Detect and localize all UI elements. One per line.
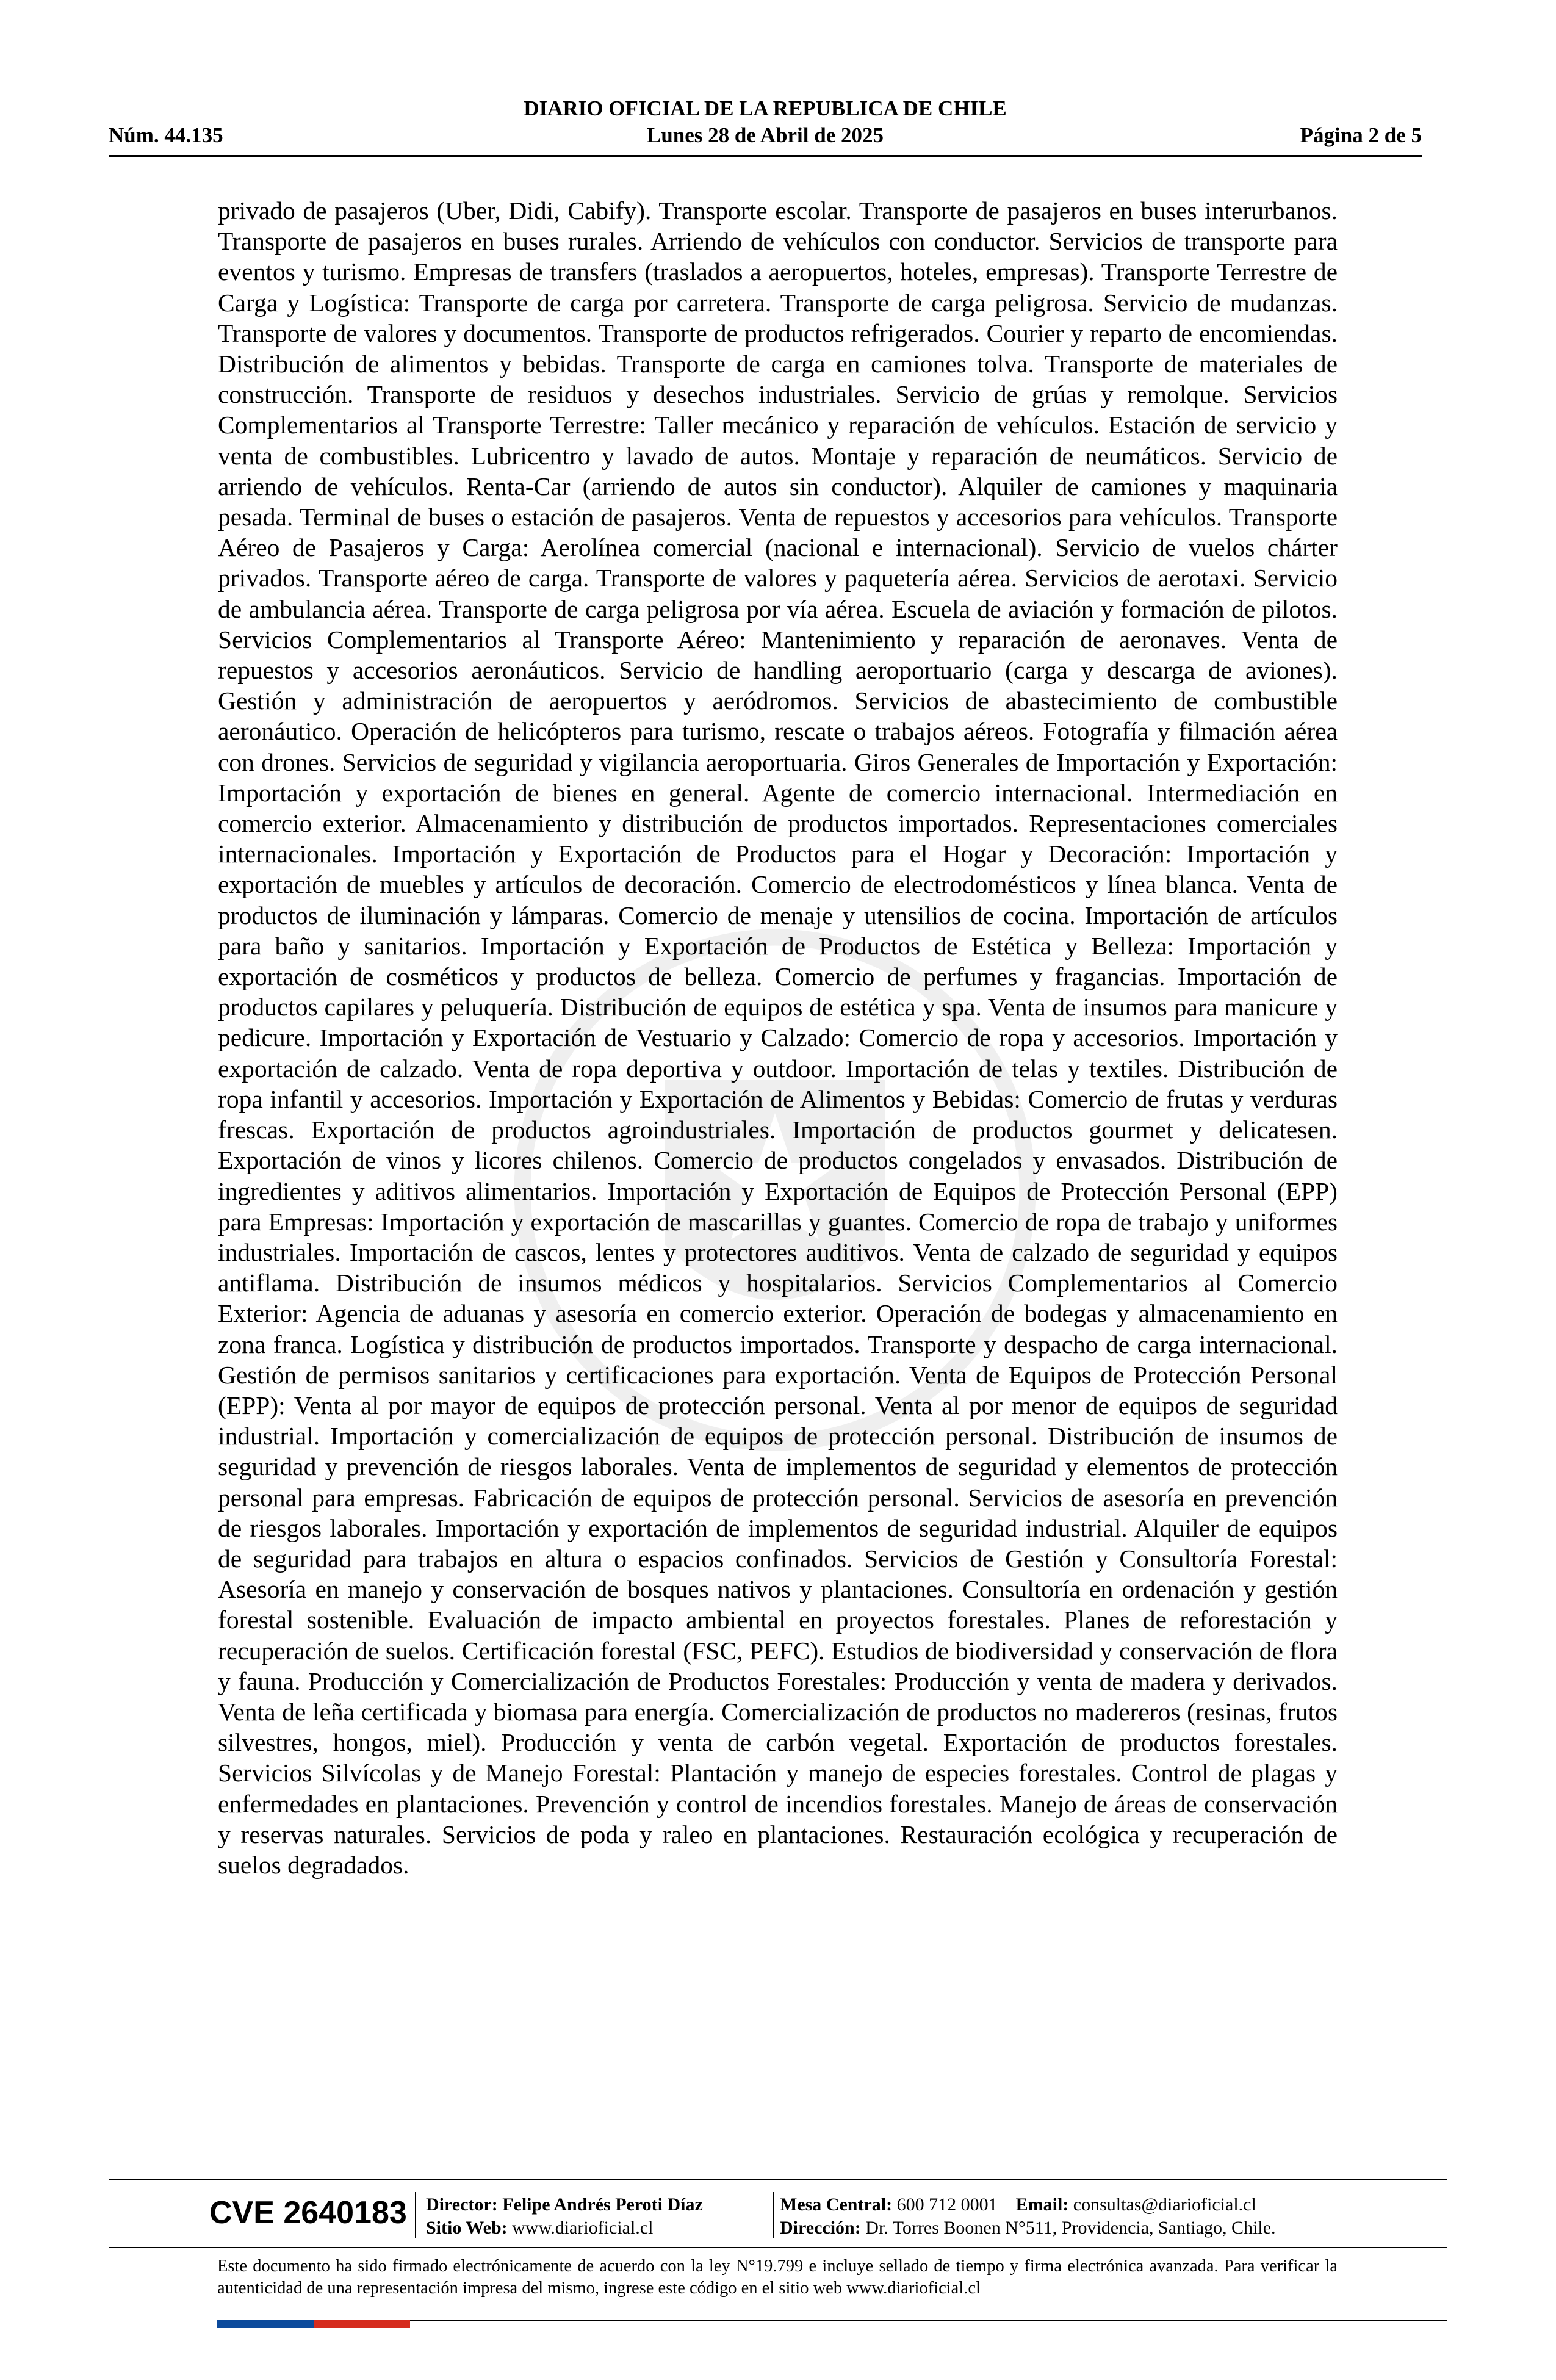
legal-notice: Este documento ha sido firmado electrónicamente de acuerdo con la ley N°19.799 e incluye sellado de tiempo y firma electrónica avanzada. Para verificar la autenticidad de una representación impresa del mismo, ingrese este código en el sitio web www.diarioficial.cl	[217, 2257, 1338, 2298]
header-divider	[109, 155, 1422, 157]
flag-blue-segment	[217, 2320, 314, 2328]
footer-separator	[415, 2192, 416, 2238]
footer-separator	[773, 2192, 774, 2238]
mesa-phone: 600 712 0001	[896, 2194, 998, 2215]
email-label: Email:	[1015, 2194, 1069, 2215]
page-header	[109, 92, 1422, 159]
cve-code: CVE 2640183	[209, 2195, 407, 2230]
issue-date: Lunes 28 de Abril de 2025	[647, 123, 884, 147]
flag-red-segment	[314, 2320, 410, 2328]
director-name: Felipe Andrés Peroti Díaz	[502, 2194, 703, 2215]
mesa-label: Mesa Central:	[780, 2194, 893, 2215]
footer-middle-divider	[109, 2247, 1447, 2248]
address-value: Dr. Torres Boonen N°511, Providencia, Santiago, Chile.	[865, 2218, 1276, 2238]
address-label: Dirección:	[780, 2218, 861, 2238]
site-link[interactable]: www.diarioficial.cl	[512, 2218, 654, 2238]
site-label: Sitio Web:	[426, 2218, 508, 2238]
email-link[interactable]: consultas@diarioficial.cl	[1073, 2194, 1256, 2215]
footer-bottom-divider	[410, 2320, 1447, 2321]
publication-title: DIARIO OFICIAL DE LA REPUBLICA DE CHILE	[524, 96, 1007, 120]
chile-flag-stripe	[217, 2320, 410, 2328]
page-number: Página 2 de 5	[1300, 123, 1422, 147]
page-footer	[109, 2179, 1447, 2331]
director-label: Director:	[426, 2194, 498, 2215]
issue-number: Núm. 44.135	[109, 123, 223, 147]
footer-director-block	[426, 2193, 703, 2240]
footer-top-divider	[109, 2179, 1447, 2180]
footer-contact-block	[780, 2193, 1276, 2240]
document-body: privado de pasajeros (Uber, Didi, Cabify). Transporte escolar. Transporte de pasajeros en buses interurbanos. Transporte de pasajeros en buses rurales. Arriendo de vehículos con conductor. Servicios de transporte para eventos y turismo. Empresas de transfers (traslados a aeropuertos, hoteles, empresas). Transporte Terrestre de Carga y Logística: Transporte de carga por carretera. Transporte de carga peligrosa. Servicio de mudanzas. Transporte de valores y documentos. Transporte de productos refrigerados. Courier y reparto de encomiendas. Distribución de alimentos y bebidas. Transporte de carga en camiones tolva. Transporte de materiales de construcción. Transporte de residuos y desechos industriales. Servicio de grúas y remolque. Servicios Complementarios al Transporte Terrestre: Taller mecánico y reparación de vehículos. Estación de servicio y venta de combustibles. Lubricentro y lavado de autos. Montaje y reparación de neumáticos. Servicio de arriendo de vehículos. Renta-Car (arriendo de autos sin conductor). Alquiler de camiones y maquinaria pesada. Terminal de buses o estación de pasajeros. Venta de repuestos y accesorios para vehículos. Transporte Aéreo de Pasajeros y Carga: Aerolínea comercial (nacional e internacional). Servicio de vuelos chárter privados. Transporte aéreo de carga. Transporte de valores y paquetería aérea. Servicios de aerotaxi. Servicio de ambulancia aérea. Transporte de carga peligrosa por vía aérea. Escuela de aviación y formación de pilotos. Servicios Complementarios al Transporte Aéreo: Mantenimiento y reparación de aeronaves. Venta de repuestos y accesorios aeronáuticos. Servicio de handling aeroportuario (carga y descarga de aviones). Gestión y administración de aeropuertos y aeródromos. Servicios de abastecimiento de combustible aeronáutico. Operación de helicópteros para turismo, rescate o trabajos aéreos. Fotografía y filmación aérea con drones. Servicios de seguridad y vigilancia aeroportuaria. Giros Generales de Importación y Exportación: Importación y exportación de bienes en general. Agente de comercio internacional. Intermediación en comercio exterior. Almacenamiento y distribución de productos importados. Representaciones comerciales internacionales. Importación y Exportación de Productos para el Hogar y Decoración: Importación y exportación de muebles y artículos de decoración. Comercio de electrodomésticos y línea blanca. Venta de productos de iluminación y lámparas. Comercio de menaje y utensilios de cocina. Importación de artículos para baño y sanitarios. Importación y Exportación de Productos de Estética y Belleza: Importación y exportación de cosméticos y productos de belleza. Comercio de perfumes y fragancias. Importación de productos capilares y peluquería. Distribución de equipos de estética y spa. Venta de insumos para manicure y pedicure. Importación y Exportación de Vestuario y Calzado: Comercio de ropa y accesorios. Importación y exportación de calzado. Venta de ropa deportiva y outdoor. Importación de telas y textiles. Distribución de ropa infantil y accesorios. Importación y Exportación de Alimentos y Bebidas: Comercio de frutas y verduras frescas. Exportación de productos agroindustriales. Importación de productos gourmet y delicatesen. Exportación de vinos y licores chilenos. Comercio de productos congelados y envasados. Distribución de ingredientes y aditivos alimentarios. Importación y Exportación de Equipos de Protección Personal (EPP) para Empresas: Importación y exportación de mascarillas y guantes. Comercio de ropa de trabajo y uniformes industriales. Importación de cascos, lentes y protectores auditivos. Venta de calzado de seguridad y equipos antiflama. Distribución de insumos médicos y hospitalarios. Servicios Complementarios al Comercio Exterior: Agencia de aduanas y asesoría en comercio exterior. Operación de bodegas y almacenamiento en zona franca. Logística y distribución de productos importados. Transporte y despacho de carga internacional. Gestión de permisos sanitarios y certificaciones para exportación. Venta de Equipos de Protección Personal (EPP): Venta al por mayor de equipos de protección personal. Venta al por menor de equipos de seguridad industrial. Importación y comercialización de equipos de protección personal. Distribución de insumos de seguridad y prevención de riesgos laborales. Venta de implementos de seguridad y elementos de protección personal para empresas. Fabricación de equipos de protección personal. Servicios de asesoría en prevención de riesgos laborales. Importación y exportación de implementos de seguridad industrial. Alquiler de equipos de seguridad para trabajos en altura o espacios confinados. Servicios de Gestión y Consultoría Forestal: Asesoría en manejo y conservación de bosques nativos y plantaciones. Consultoría en ordenación y gestión forestal sostenible. Evaluación de impacto ambiental en proyectos forestales. Planes de reforestación y recuperación de suelos. Certificación forestal (FSC, PEFC). Estudios de biodiversidad y conservación de flora y fauna. Producción y Comercialización de Productos Forestales: Producción y venta de madera y derivados. Venta de leña certificada y biomasa para energía. Comercialización de productos no madereros (resinas, frutos silvestres, hongos, miel). Producción y venta de carbón vegetal. Exportación de productos forestales. Servicios Silvícolas y de Manejo Forestal: Plantación y manejo de especies forestales. Control de plagas y enfermedades en plantaciones. Prevención y control de incendios forestales. Manejo de áreas de conservación y reservas naturales. Servicios de poda y raleo en plantaciones. Restauración ecológica y recuperación de suelos degradados.	[218, 197, 1338, 1879]
